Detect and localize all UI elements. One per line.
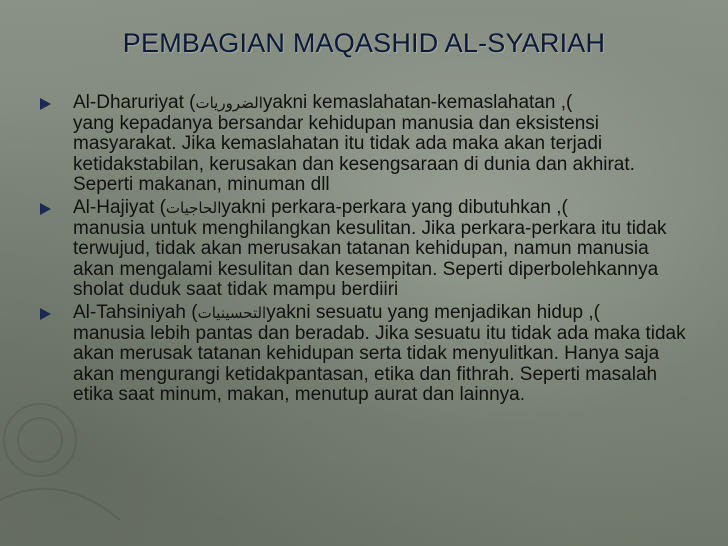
bullet-body-text: manusia untuk menghilangkan kesulitan. Jika perkara-perkara itu tidak terwujud, tidak akan merusakan tatanan kehidupan, namun manusia akan mengalami kesulitan dan kesempitan. Seperti diperbolehkannya sholat duduk saat tidak mampu berdiiri (73, 217, 667, 301)
term-definition-start: yakni perkara-perkara yang dibutuhkan ,( (221, 196, 568, 218)
bullet-item-dharuriyat (40, 93, 690, 196)
bullet-item-hajiyat (40, 198, 690, 301)
bullet-lead-line (73, 93, 690, 114)
bullet-body-text: manusia lebih pantas dan beradab. Jika sesuatu itu tidak ada maka tidak akan merusak tatanan kehidupan serta tidak menyulitkan. Hanya saja akan mengurangi ketidakpantasan, etika dan fithrah. Seperti masalah etika saat minum, makan, menutup aurat dan lainnya. (73, 322, 686, 406)
arabic-term: الحاجيات (165, 198, 222, 217)
term-name: Al-Dharuriyat ( (73, 92, 196, 113)
bullet-lead-line (73, 303, 690, 324)
triangle-right-icon (40, 203, 51, 215)
term-definition-start: yakni kemaslahatan-kemaslahatan ,( (262, 92, 573, 113)
arabic-term: الضروريات (195, 94, 263, 112)
bullet-list (40, 93, 690, 408)
term-name: Al-Tahsiniyah ( (73, 301, 198, 323)
bullet-item-tahsiniyah (40, 303, 690, 406)
triangle-right-icon (40, 98, 51, 110)
term-name: Al-Hajiyat ( (73, 196, 166, 218)
arabic-term: التحسينيات (197, 303, 267, 322)
term-definition-start: yakni sesuatu yang menjadikan hidup ,( (266, 301, 600, 323)
bullet-body-text: yang kepadanya bersandar kehidupan manusia dan eksistensi masyarakat. Jika kemaslahatan itu tidak ada maka akan terjadi ketidakstabilan, kerusakan dan kesengsaraan di dunia dan akhirat. Seperti makanan, minuman dll (73, 112, 635, 196)
bullet-lead-line (73, 198, 690, 219)
triangle-right-icon (40, 308, 51, 320)
slide-title: PEMBAGIAN MAQASHID AL-SYARIAH (122, 28, 606, 58)
